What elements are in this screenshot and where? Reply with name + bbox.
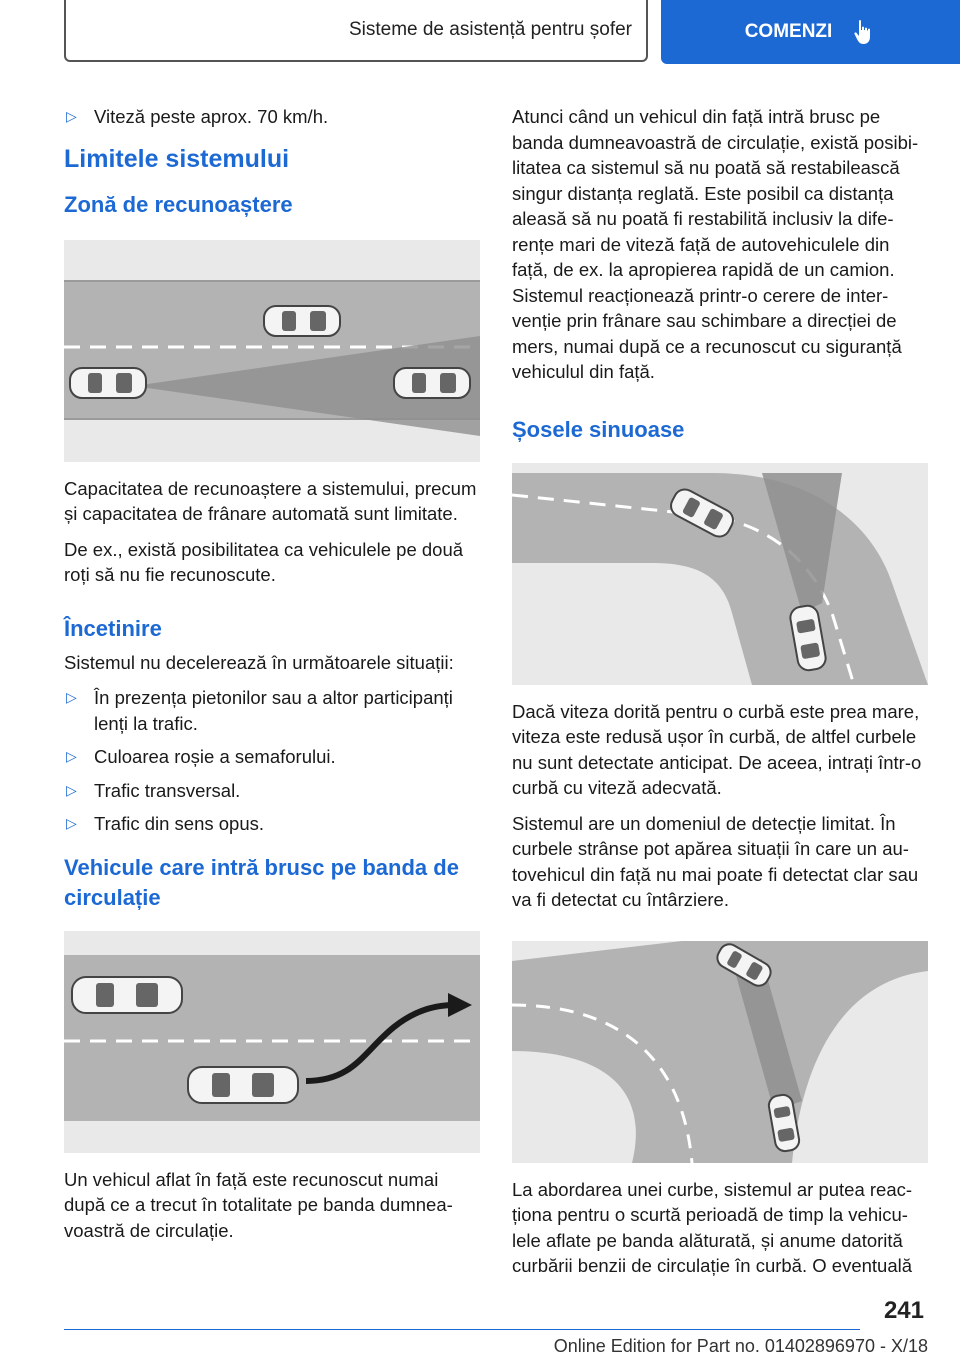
detection-paragraph-1: Capacitatea de recunoaștere a sistemului, precum și capacitatea de frânare automată sunt limitate. <box>64 477 477 524</box>
chapter-tab[interactable] <box>661 0 960 64</box>
own-car <box>70 368 146 398</box>
pointing-hand-icon <box>852 19 876 45</box>
curves-paragraph-3: La abordarea unei curbe, sistemul ar putea reacționa pentru o scurtă perioadă de timp la vehiculele aflate pe banda alăturată, și anume datorită curbării benzii de circulație în curbă. O eventuală <box>512 1178 913 1276</box>
cut-in-paragraph: Un vehicul aflat în față este recunoscut numai după ce a trecut în totalitate pe banda dumneavoastră de circulație. <box>64 1168 453 1241</box>
car-in-adjacent-lane <box>72 977 182 1013</box>
subheading-deceleration: Încetinire <box>64 615 162 641</box>
section-title: Sisteme de asistență pentru șofer <box>348 19 632 40</box>
left-column <box>64 104 480 1253</box>
car-cutting-in <box>188 1067 298 1103</box>
curve-detection-illustration <box>512 463 928 685</box>
subheading-cut-in: Vehicule care intră brusc pe banda de circulație <box>64 854 459 910</box>
triangle-bullet-icon: ▷ <box>66 781 77 798</box>
curves-paragraph-1: Dacă viteza dorită pentru o curbă este prea mare, viteza este redusă ușor în curbă, de altfel curbele nu sunt detectate anticipat. De aceea, intrați într-o curbă cu viteză adecvată. <box>512 700 922 798</box>
subheading-curves: Șosele sinuoase <box>512 416 685 442</box>
section-heading-limits: Limitele sistemului <box>64 144 290 173</box>
list-item: ▷ În prezența pietonilor sau a altor participanți lenți la trafic. <box>66 687 453 734</box>
cut-in-paragraph-2: Atunci când un vehicul din față intră brusc pe banda dumneavoastră de circulație, există posibilitatea ca sistemul să nu poată să restabilească singur distanța reglată. Este posibil ca distanța aleasă să nu poată fi restabilită inclusiv la diferențe mari de viteză față de autovehiculele din față, de ex. la apropierea rapidă de un camion. Sistemul reacționează printr-o cerere de intervenție prin frânare sau schimbare a direcției de mers, numai după ce a recunoscut cu siguranță vehiculul din față. <box>512 106 919 382</box>
list-item: ▷ Culoarea roșie a semaforului. <box>64 744 480 770</box>
curves-paragraph-2: Sistemul are un domeniul de detecție limitat. În curbele strânse pot apărea situații în care un autovehicul din față nu mai poate fi detectat clar sau va fi detectat cu întârziere. <box>512 812 919 910</box>
car-ahead-same-lane <box>394 368 470 398</box>
deceleration-list <box>64 685 480 837</box>
triangle-bullet-icon: ▷ <box>66 815 77 831</box>
running-header <box>64 0 648 62</box>
edition-note: Online Edition for Part no. 01402896970 - X/18 <box>553 1336 928 1356</box>
list-item: ▷ Trafic din sens opus. <box>64 811 480 837</box>
detection-paragraph-2: De ex., există posibilitatea ca vehiculele pe două roți să nu fie recunoscute. <box>64 538 464 585</box>
footer-divider <box>64 1329 860 1330</box>
speed-condition-list <box>64 104 480 130</box>
adjacent-lane-curve-illustration <box>512 941 928 1163</box>
detection-range-illustration <box>64 240 480 462</box>
cut-in-vehicle-illustration <box>64 931 480 1153</box>
deceleration-intro: Sistemul nu decelerează în următoarele situații: <box>64 651 454 673</box>
triangle-bullet-icon: ▷ <box>66 748 77 764</box>
subheading-detection: Zonă de recunoaștere <box>64 191 293 217</box>
list-item: ▷ Viteză peste aprox. 70 km/h. <box>64 104 480 130</box>
list-item: ▷ Trafic transversal. <box>64 778 480 804</box>
page-number: 241 <box>883 1297 924 1324</box>
chapter-tab-label: COMENZI <box>744 21 833 42</box>
car-ahead-top <box>264 306 340 336</box>
triangle-bullet-icon: ▷ <box>66 689 77 705</box>
triangle-bullet-icon: ▷ <box>66 108 77 124</box>
right-column <box>512 104 928 1289</box>
